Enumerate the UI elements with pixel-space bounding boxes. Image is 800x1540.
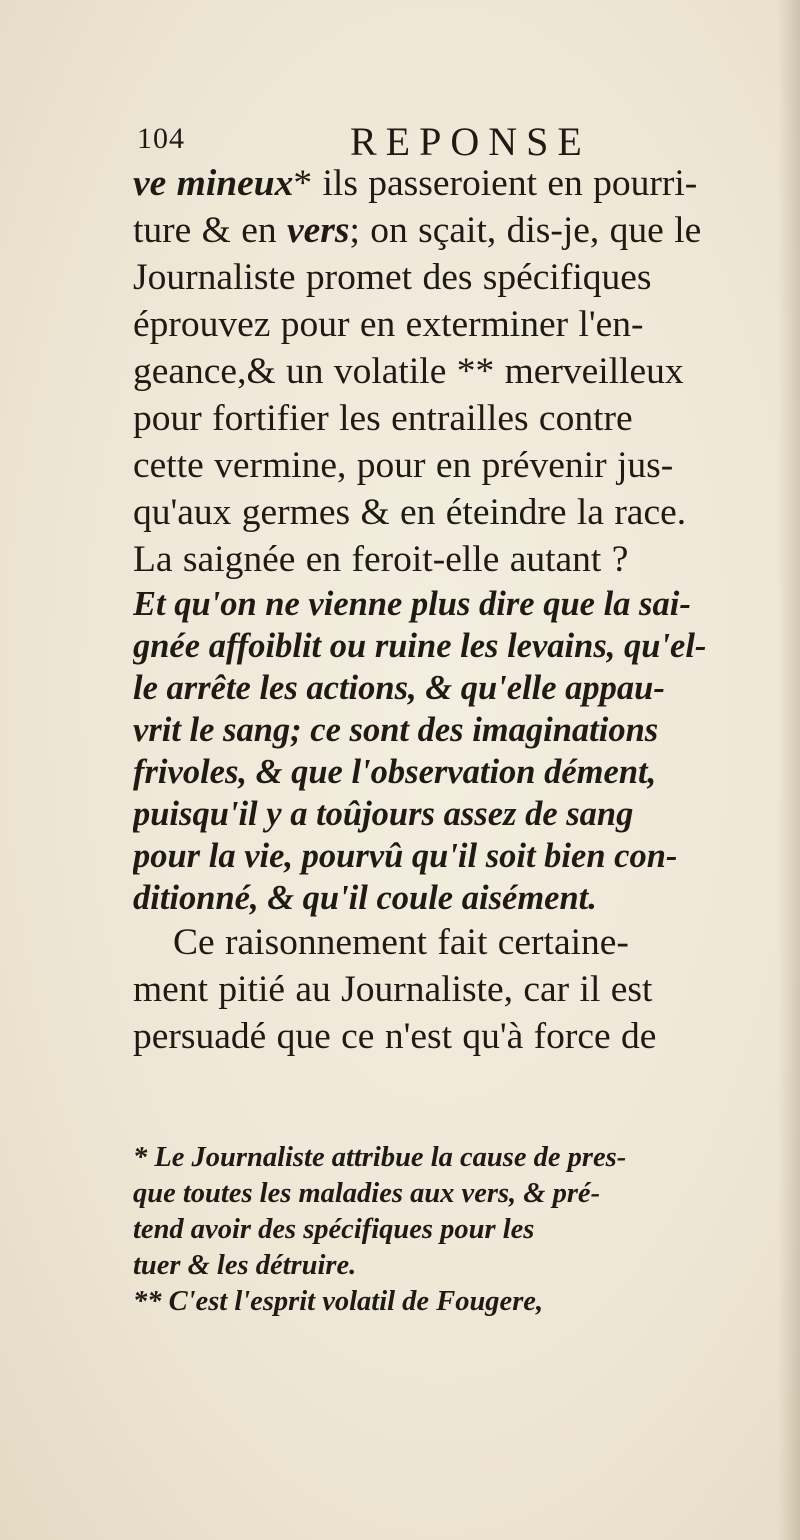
text-line: qu'aux germes & en éteindre la race. [133, 492, 687, 533]
italic-line: Et qu'on ne vienne plus dire que la sai- [133, 585, 691, 623]
italic-line: le arrête les actions, & qu'elle appau- [133, 669, 665, 707]
text-line: cette vermine, pour en prévenir jus- [133, 445, 674, 486]
text-line [133, 207, 793, 254]
italic-line: gnée affoiblit ou ruine les levains, qu'el- [133, 627, 707, 665]
italic-line: vrit le sang; ce sont des imaginations [133, 711, 659, 749]
text-line: La saignée en feroit-elle autant ? [133, 539, 629, 580]
text-fragment: * ils passeroient en pourri- [293, 163, 698, 204]
footnote-line: que toutes les maladies aux vers, & pré- [133, 1178, 601, 1209]
text-line: geance,& un volatile ** merveilleux [133, 351, 684, 392]
italic-line: ditionné, & qu'il coule aisément. [133, 879, 597, 917]
italic-line: frivoles, & que l'observation dément, [133, 753, 657, 791]
italic-line: pour la vie, pourvû qu'il soit bien con- [133, 837, 678, 875]
italic-line: puisqu'il y a toûjours assez de sang [133, 795, 634, 833]
text-line [133, 160, 793, 207]
running-head: REPONSE [350, 119, 591, 164]
footnote-line: * Le Journaliste attribue la cause de pres- [133, 1142, 627, 1173]
main-text [133, 160, 793, 1060]
page-number: 104 [137, 122, 185, 155]
text-line: éprouvez pour en exterminer l'en- [133, 304, 644, 345]
text-line: Journaliste promet des spécifiques [133, 257, 652, 298]
text-fragment: ture & en [133, 210, 287, 251]
footnote-line: tend avoir des spécifiques pour les [133, 1214, 535, 1245]
footnote-line: tuer & les détruire. [133, 1250, 357, 1281]
text-line: pour fortifier les entrailles contre [133, 398, 633, 439]
text-line: ment pitié au Journaliste, car il est [133, 969, 653, 1010]
text-line: persuadé que ce n'est qu'à force de [133, 1016, 657, 1057]
text-line: Ce raisonnement fait certaine- [173, 922, 629, 963]
italic-word: ve mineux [133, 163, 294, 204]
italic-word: vers [287, 210, 350, 251]
footnote-line: ** C'est l'esprit volatil de Fougere, [133, 1286, 544, 1317]
footnotes [133, 1140, 793, 1320]
text-fragment: ; on sçait, dis-je, que le [349, 210, 702, 251]
